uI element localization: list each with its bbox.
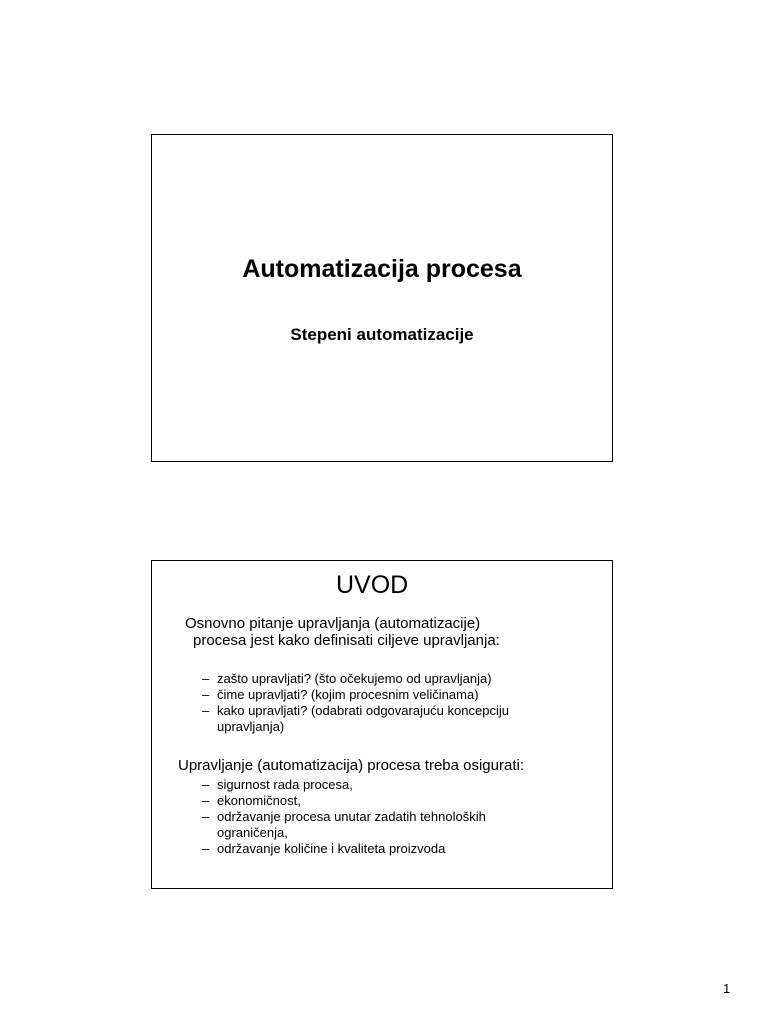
dash-bullet: –: [202, 809, 210, 824]
intro-line-1: Osnovno pitanje upravljanja (automatizacije): [185, 615, 481, 632]
list-item: [202, 841, 582, 857]
dash-bullet: –: [202, 793, 210, 808]
list-item: [202, 703, 582, 735]
page-number: 1: [723, 981, 731, 996]
list-item: [202, 687, 582, 703]
list-item-text: održavanje procesa unutar zadatih tehnoloških: [217, 809, 486, 824]
goals-list: [202, 777, 582, 857]
dash-bullet: –: [202, 777, 210, 792]
intro-paragraph: [185, 615, 585, 649]
questions-list: [202, 671, 582, 735]
list-item-text: ekonomičnost,: [217, 793, 301, 808]
list-item-text: čime upravljati? (kojim procesnim veličinama): [217, 687, 479, 702]
list-item-text: sigurnost rada procesa,: [217, 777, 353, 792]
section-heading: Upravljanje (automatizacija) procesa treba osigurati:: [178, 757, 524, 774]
list-item-text: održavanje količine i kvaliteta proizvoda: [217, 841, 446, 856]
list-item: [202, 671, 582, 687]
list-item-text: zašto upravljati? (što očekujemo od upravljanja): [217, 671, 492, 686]
slide-1: [151, 134, 613, 462]
slide-2: [151, 560, 613, 889]
dash-bullet: –: [202, 703, 210, 718]
list-item-continuation: ograničenja,: [217, 825, 288, 840]
dash-bullet: –: [202, 671, 210, 686]
list-item: [202, 809, 582, 841]
dash-bullet: –: [202, 841, 210, 856]
slide-heading: UVOD: [336, 571, 409, 599]
list-item-text: kako upravljati? (odabrati odgovarajuću koncepciju: [217, 703, 509, 718]
list-item: [202, 777, 582, 793]
intro-line-2: procesa jest kako definisati ciljeve upravljanja:: [193, 632, 500, 649]
list-item-continuation: upravljanja): [217, 719, 285, 734]
list-item: [202, 793, 582, 809]
slide-title: Automatizacija procesa: [242, 255, 522, 283]
slide-subtitle: Stepeni automatizacije: [290, 325, 474, 344]
dash-bullet: –: [202, 687, 210, 702]
